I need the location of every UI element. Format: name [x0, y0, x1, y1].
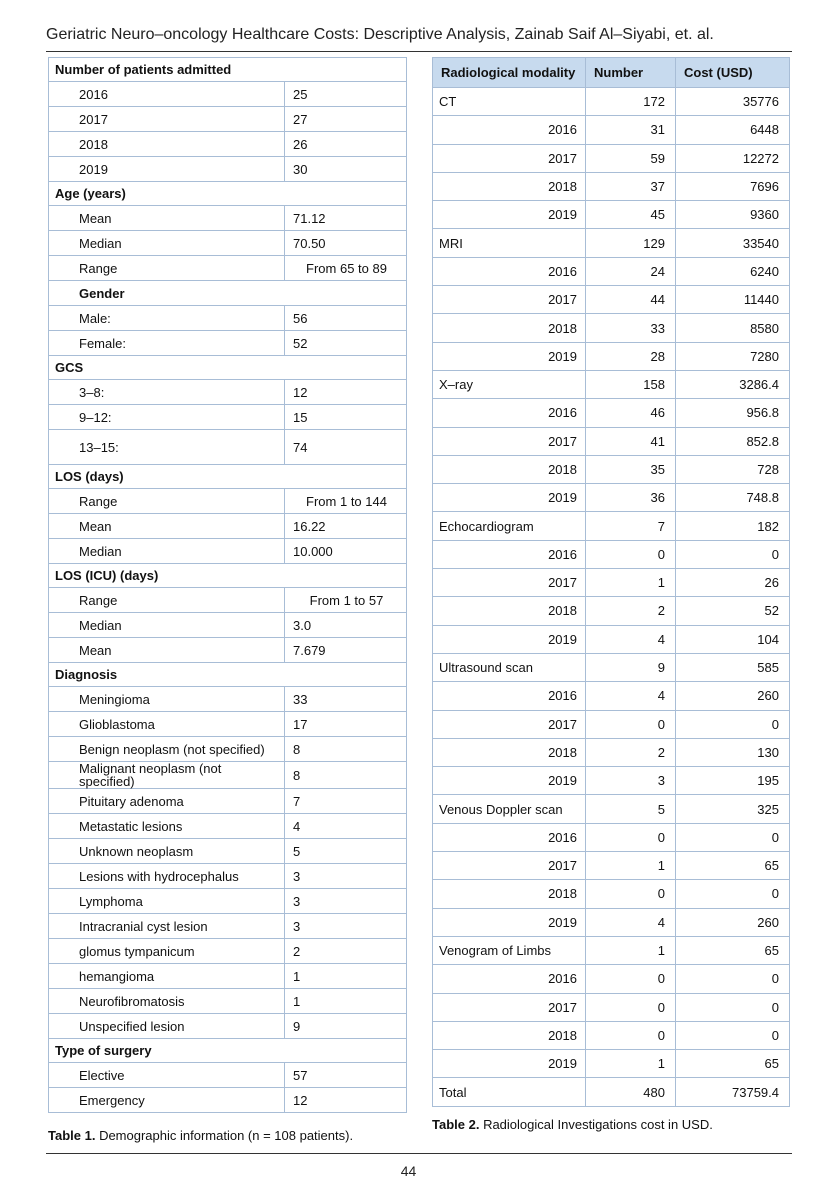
table2-caption-text: Radiological Investigations cost in USD.: [479, 1117, 713, 1132]
row-value: 8: [285, 737, 407, 762]
year-row: [433, 682, 790, 710]
year-row: [433, 965, 790, 993]
modality-label: Venous Doppler scan: [433, 795, 586, 823]
header-number: Number: [586, 58, 676, 88]
modality-label: MRI: [433, 229, 586, 257]
table-row: [49, 206, 407, 231]
number-cell: 4: [586, 625, 676, 653]
row-value: 8: [285, 762, 407, 789]
year-label: 2016: [433, 399, 586, 427]
table-row: [49, 107, 407, 132]
cost-cell: 852.8: [676, 427, 790, 455]
section-heading: Number of patients admitted: [49, 58, 407, 82]
cost-cell: 748.8: [676, 484, 790, 512]
row-value: 70.50: [285, 231, 407, 256]
year-label: 2016: [433, 116, 586, 144]
cost-cell: 65: [676, 936, 790, 964]
radiology-cost-table: [432, 57, 790, 1107]
year-label: 2019: [433, 908, 586, 936]
table-row: [49, 814, 407, 839]
row-label: hemangioma: [49, 964, 285, 989]
year-label: 2017: [433, 427, 586, 455]
table-row: [49, 687, 407, 712]
header-modality: Radiological modality: [433, 58, 586, 88]
row-value: 3: [285, 914, 407, 939]
year-label: 2016: [433, 257, 586, 285]
row-label: 2017: [49, 107, 285, 132]
year-label: 2017: [433, 993, 586, 1021]
cost-cell: 182: [676, 512, 790, 540]
number-cell: 45: [586, 201, 676, 229]
number-cell: 0: [586, 880, 676, 908]
number-cell: 4: [586, 682, 676, 710]
row-value: 27: [285, 107, 407, 132]
year-row: [433, 710, 790, 738]
cost-cell: 8580: [676, 314, 790, 342]
subsection-row: [49, 281, 407, 306]
row-label: 2019: [49, 157, 285, 182]
year-row: [433, 342, 790, 370]
table-row: [49, 989, 407, 1014]
row-value: 52: [285, 331, 407, 356]
cost-cell: 325: [676, 795, 790, 823]
section-row: [49, 182, 407, 206]
number-cell: 0: [586, 540, 676, 568]
row-label: Range: [49, 489, 285, 514]
radiology-header-row: [433, 58, 790, 88]
year-row: [433, 569, 790, 597]
cost-cell: 104: [676, 625, 790, 653]
modality-label: CT: [433, 88, 586, 116]
row-label: 9–12:: [49, 405, 285, 430]
header-rule: [46, 51, 792, 52]
cost-cell: 0: [676, 823, 790, 851]
year-row: [433, 314, 790, 342]
table-row: [49, 762, 407, 789]
row-label: Emergency: [49, 1088, 285, 1113]
row-value: 12: [285, 380, 407, 405]
number-cell: 46: [586, 399, 676, 427]
table1-caption-text: Demographic information (n = 108 patients).: [95, 1128, 354, 1143]
demographics-table: [48, 57, 407, 1113]
table-row: [49, 430, 407, 465]
year-label: 2016: [433, 965, 586, 993]
row-label: Female:: [49, 331, 285, 356]
table1-caption-label: Table 1.: [48, 1128, 96, 1143]
year-row: [433, 993, 790, 1021]
number-cell: 36: [586, 484, 676, 512]
cost-cell: 52: [676, 597, 790, 625]
row-label: Glioblastoma: [49, 712, 285, 737]
table-row: [49, 588, 407, 613]
number-cell: 41: [586, 427, 676, 455]
cost-cell: 195: [676, 767, 790, 795]
section-heading: Age (years): [49, 182, 407, 206]
number-cell: 1: [586, 1050, 676, 1078]
table-row: [49, 638, 407, 663]
number-cell: 5: [586, 795, 676, 823]
table-row: [49, 82, 407, 107]
modality-row: [433, 936, 790, 964]
table-row: [49, 1088, 407, 1113]
cost-cell: 65: [676, 852, 790, 880]
table-row: [49, 939, 407, 964]
modality-row: [433, 795, 790, 823]
year-row: [433, 597, 790, 625]
table-row: [49, 256, 407, 281]
cost-cell: 0: [676, 540, 790, 568]
table-row: [49, 231, 407, 256]
row-value: 12: [285, 1088, 407, 1113]
table-row: [49, 864, 407, 889]
row-value: 17: [285, 712, 407, 737]
cost-cell: 65: [676, 1050, 790, 1078]
row-label: Unspecified lesion: [49, 1014, 285, 1039]
year-row: [433, 1021, 790, 1049]
cost-cell: 35776: [676, 88, 790, 116]
table2-caption: [432, 1117, 713, 1132]
year-row: [433, 427, 790, 455]
row-label: Elective: [49, 1063, 285, 1088]
row-label: Mean: [49, 638, 285, 663]
cost-cell: 26: [676, 569, 790, 597]
number-cell: 0: [586, 710, 676, 738]
year-row: [433, 908, 790, 936]
table-row: [49, 331, 407, 356]
row-label: Pituitary adenoma: [49, 789, 285, 814]
row-value: 26: [285, 132, 407, 157]
year-label: 2016: [433, 540, 586, 568]
row-value: 5: [285, 839, 407, 864]
modality-label: Echocardiogram: [433, 512, 586, 540]
row-value: 1: [285, 964, 407, 989]
row-value: 9: [285, 1014, 407, 1039]
row-label: Male:: [49, 306, 285, 331]
radiology-table-header: [433, 58, 790, 88]
year-row: [433, 1050, 790, 1078]
table-row: [49, 789, 407, 814]
row-label: Lymphoma: [49, 889, 285, 914]
modality-label: Ultrasound scan: [433, 653, 586, 681]
year-label: 2019: [433, 484, 586, 512]
number-cell: 37: [586, 172, 676, 200]
number-cell: 158: [586, 370, 676, 398]
row-label: Meningioma: [49, 687, 285, 712]
row-value: 56: [285, 306, 407, 331]
cost-cell: 0: [676, 710, 790, 738]
row-value: 1: [285, 989, 407, 1014]
row-label: Median: [49, 231, 285, 256]
row-label: Intracranial cyst lesion: [49, 914, 285, 939]
row-value: 3: [285, 889, 407, 914]
cost-cell: 6240: [676, 257, 790, 285]
table-row: [49, 405, 407, 430]
table-row: [49, 1014, 407, 1039]
total-row: [433, 1078, 790, 1106]
number-cell: 3: [586, 767, 676, 795]
year-row: [433, 257, 790, 285]
year-row: [433, 144, 790, 172]
row-value: 10.000: [285, 539, 407, 564]
row-label: Range: [49, 256, 285, 281]
section-row: [49, 465, 407, 489]
year-label: 2019: [433, 1050, 586, 1078]
table-row: [49, 737, 407, 762]
year-row: [433, 540, 790, 568]
year-label: 2018: [433, 455, 586, 483]
table-row: [49, 489, 407, 514]
table-row: [49, 380, 407, 405]
demographics-table-body: [49, 58, 407, 1113]
year-label: 2019: [433, 201, 586, 229]
row-label: Metastatic lesions: [49, 814, 285, 839]
year-label: 2019: [433, 767, 586, 795]
table-row: [49, 964, 407, 989]
year-row: [433, 767, 790, 795]
subsection-heading: Gender: [49, 281, 407, 306]
row-label: Range: [49, 588, 285, 613]
row-value: 4: [285, 814, 407, 839]
row-value: 16.22: [285, 514, 407, 539]
cost-cell: 0: [676, 993, 790, 1021]
row-label: Median: [49, 613, 285, 638]
row-value: From 1 to 57: [285, 588, 407, 613]
year-row: [433, 625, 790, 653]
year-row: [433, 399, 790, 427]
footer-rule: [46, 1153, 792, 1154]
number-cell: 0: [586, 993, 676, 1021]
row-label: Lesions with hydrocephalus: [49, 864, 285, 889]
number-cell: 7: [586, 512, 676, 540]
cost-cell: 3286.4: [676, 370, 790, 398]
cost-cell: 130: [676, 738, 790, 766]
year-row: [433, 738, 790, 766]
year-row: [433, 880, 790, 908]
year-row: [433, 201, 790, 229]
row-label: Benign neoplasm (not specified): [49, 737, 285, 762]
cost-cell: 260: [676, 682, 790, 710]
year-label: 2017: [433, 286, 586, 314]
number-cell: 24: [586, 257, 676, 285]
table-row: [49, 1063, 407, 1088]
modality-label: X–ray: [433, 370, 586, 398]
year-label: 2017: [433, 852, 586, 880]
cost-cell: 7696: [676, 172, 790, 200]
year-label: 2018: [433, 314, 586, 342]
cost-cell: 33540: [676, 229, 790, 257]
number-cell: 2: [586, 597, 676, 625]
number-cell: 0: [586, 1021, 676, 1049]
year-row: [433, 455, 790, 483]
row-label: Mean: [49, 514, 285, 539]
section-heading: Diagnosis: [49, 663, 407, 687]
row-label: Neurofibromatosis: [49, 989, 285, 1014]
table2-caption-label: Table 2.: [432, 1117, 480, 1132]
modality-row: [433, 653, 790, 681]
year-label: 2019: [433, 342, 586, 370]
cost-cell: 6448: [676, 116, 790, 144]
number-cell: 31: [586, 116, 676, 144]
row-label: 13–15:: [49, 430, 285, 465]
cost-cell: 7280: [676, 342, 790, 370]
modality-row: [433, 370, 790, 398]
table-row: [49, 514, 407, 539]
year-row: [433, 286, 790, 314]
year-row: [433, 852, 790, 880]
row-label: Malignant neoplasm (not specified): [49, 762, 285, 789]
number-cell: 480: [586, 1078, 676, 1106]
number-cell: 28: [586, 342, 676, 370]
year-row: [433, 484, 790, 512]
row-label: Unknown neoplasm: [49, 839, 285, 864]
row-value: 3: [285, 864, 407, 889]
row-value: From 65 to 89: [285, 256, 407, 281]
year-row: [433, 116, 790, 144]
number-cell: 35: [586, 455, 676, 483]
cost-cell: 956.8: [676, 399, 790, 427]
number-cell: 0: [586, 965, 676, 993]
cost-cell: 11440: [676, 286, 790, 314]
number-cell: 1: [586, 569, 676, 597]
row-value: 57: [285, 1063, 407, 1088]
table1-caption: [48, 1128, 353, 1143]
row-label: glomus tympanicum: [49, 939, 285, 964]
year-label: 2016: [433, 682, 586, 710]
year-label: 2018: [433, 172, 586, 200]
year-label: 2017: [433, 710, 586, 738]
row-value: 74: [285, 430, 407, 465]
row-value: 30: [285, 157, 407, 182]
section-heading: Type of surgery: [49, 1039, 407, 1063]
row-value: 7.679: [285, 638, 407, 663]
table-row: [49, 712, 407, 737]
modality-row: [433, 229, 790, 257]
row-label: Mean: [49, 206, 285, 231]
cost-cell: 0: [676, 1021, 790, 1049]
year-label: 2017: [433, 569, 586, 597]
year-label: 2018: [433, 597, 586, 625]
year-label: 2017: [433, 144, 586, 172]
table-row: [49, 306, 407, 331]
table-row: [49, 539, 407, 564]
table-row: [49, 613, 407, 638]
modality-label: Total: [433, 1078, 586, 1106]
cost-cell: 0: [676, 880, 790, 908]
section-row: [49, 564, 407, 588]
cost-cell: 12272: [676, 144, 790, 172]
page-number: 44: [400, 1163, 417, 1179]
number-cell: 9: [586, 653, 676, 681]
number-cell: 129: [586, 229, 676, 257]
number-cell: 1: [586, 852, 676, 880]
year-label: 2018: [433, 880, 586, 908]
row-label: 3–8:: [49, 380, 285, 405]
row-label: 2016: [49, 82, 285, 107]
modality-row: [433, 88, 790, 116]
cost-cell: 260: [676, 908, 790, 936]
section-heading: LOS (ICU) (days): [49, 564, 407, 588]
section-row: [49, 356, 407, 380]
table-row: [49, 889, 407, 914]
row-value: 33: [285, 687, 407, 712]
table-row: [49, 914, 407, 939]
year-label: 2018: [433, 1021, 586, 1049]
number-cell: 0: [586, 823, 676, 851]
row-value: 15: [285, 405, 407, 430]
row-value: 25: [285, 82, 407, 107]
row-value: 2: [285, 939, 407, 964]
cost-cell: 0: [676, 965, 790, 993]
year-label: 2016: [433, 823, 586, 851]
number-cell: 33: [586, 314, 676, 342]
year-label: 2019: [433, 625, 586, 653]
year-row: [433, 172, 790, 200]
row-value: 71.12: [285, 206, 407, 231]
cost-cell: 9360: [676, 201, 790, 229]
modality-row: [433, 512, 790, 540]
section-row: [49, 1039, 407, 1063]
cost-cell: 73759.4: [676, 1078, 790, 1106]
number-cell: 4: [586, 908, 676, 936]
section-row: [49, 663, 407, 687]
row-value: 3.0: [285, 613, 407, 638]
number-cell: 172: [586, 88, 676, 116]
modality-label: Venogram of Limbs: [433, 936, 586, 964]
row-label: Median: [49, 539, 285, 564]
radiology-table-body: [433, 88, 790, 1107]
section-heading: LOS (days): [49, 465, 407, 489]
number-cell: 59: [586, 144, 676, 172]
cost-cell: 585: [676, 653, 790, 681]
year-row: [433, 823, 790, 851]
row-value: From 1 to 144: [285, 489, 407, 514]
header-cost: Cost (USD): [676, 58, 790, 88]
number-cell: 44: [586, 286, 676, 314]
year-label: 2018: [433, 738, 586, 766]
table-row: [49, 132, 407, 157]
section-heading: GCS: [49, 356, 407, 380]
number-cell: 2: [586, 738, 676, 766]
number-cell: 1: [586, 936, 676, 964]
table-row: [49, 157, 407, 182]
section-row: [49, 58, 407, 82]
row-label: 2018: [49, 132, 285, 157]
table-row: [49, 839, 407, 864]
running-header: Geriatric Neuro–oncology Healthcare Costs: Descriptive Analysis, Zainab Saif Al–Siyabi, et. al.: [46, 26, 714, 43]
row-value: 7: [285, 789, 407, 814]
cost-cell: 728: [676, 455, 790, 483]
